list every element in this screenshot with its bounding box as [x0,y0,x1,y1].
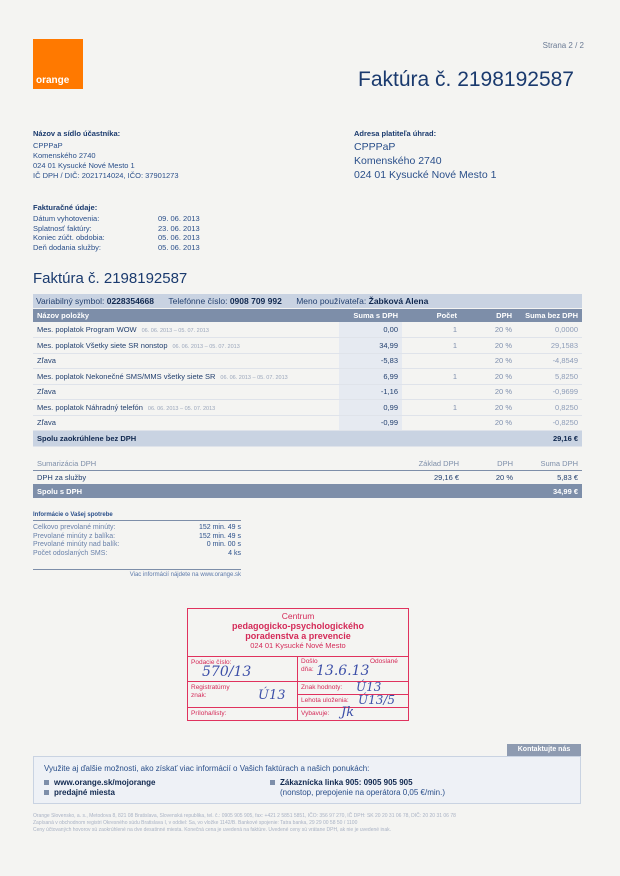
customer-lines [33,141,179,181]
stamp-priloha-label: Príloha/listy: [191,710,227,717]
stamp-dna-label: dňa: [301,666,314,673]
item-count: 1 [402,322,461,338]
billing-value: 05. 06. 2013 [158,242,200,252]
stamp-znak-label: Znak hodnoty: [301,684,343,691]
fine-print-line: Ceny účtovaných hovorov sú zaokrúhlené na dve desatinné miesta. Konečná cena je uvedená na faktúre. Uvedené ceny sú vrátane DPH, ak nie je uvedené inak. [33,827,392,833]
billing-value: 05. 06. 2013 [158,233,200,242]
item-count: 1 [402,400,461,416]
billing-value: 09. 06. 2013 [158,214,200,223]
item-net: 29,1583 [516,338,582,354]
item-sum: -0,99 [339,415,402,431]
billing-block [33,203,200,252]
item-net: -4,8549 [516,353,582,369]
item-sum: 34,99 [339,338,402,354]
summary-rate: 20 % [495,472,513,482]
billing-label: Dátum vyhotovenia: [33,214,100,223]
item-label: Mes. poplatok Nekonečné SMS/MMS všetky siete SR [37,371,216,381]
bullet-icon [270,780,275,785]
item-period: 06. 06. 2013 – 05. 07. 2013 [147,405,216,412]
table-row [33,353,582,369]
usage-row [33,541,241,550]
usage-row [33,524,241,533]
payer-block [354,129,496,182]
billing-label: Splatnosť faktúry: [33,223,92,233]
info-bar [33,294,582,308]
item-vat: 20 % [461,322,516,338]
stamp-line: Centrum [281,611,315,621]
usage-label: Prevolané minúty z balíka: [33,532,116,540]
customer-line: Komenského 2740 [33,151,96,160]
customer-block [33,129,179,181]
item-label: Mes. poplatok Náhradný telefón [37,402,143,412]
table-row [33,415,582,431]
summary-total-label: Spolu s DPH [33,484,517,498]
fine-print-line: Zapísaná v obchodnom registri Okresného súdu Bratislava I, v oddiel: Sa, vo vložke 1142/B. Bankové spojenie: Tatra banka, 29 29 00 58 50 / 1100 [33,820,358,826]
col-header: Počet [402,309,461,322]
invoice-title: Faktúra č. 2198192587 [358,68,574,91]
contact-tab[interactable]: Kontaktujte nás [507,744,581,756]
col-header: DPH [463,458,517,470]
item-count [402,353,461,369]
items-total-value: 29,16 € [516,431,582,447]
usage-label: Prevolané minúty nad balík: [33,541,120,548]
item-net: -0,8250 [516,415,582,431]
fine-print-line: Orange Slovensko, a. s., Metodova 8, 821 08 Bratislava, Slovenská republika, tel. č.: 0905 905 905, fax: +421 2 5851 5851, IČO: 356 97 270, IČ DPH: SK 20 20 31 06 78, DIČ: 20 20 31 06 78 [33,813,456,819]
stamp-doslo-value: 13.6.13 [316,663,370,679]
customer-line: 024 01 Kysucké Nové Mesto 1 [33,161,135,170]
customer-heading: Názov a sídlo účastníka: [33,129,121,138]
billing-heading: Fakturačné údaje: [33,203,98,212]
summary-total-value: 34,99 € [517,484,582,498]
contact-link-label: predajné miesta [54,788,115,797]
stamp-znak-value: Ú13 [356,680,382,694]
stamp-divider [297,656,298,720]
item-count: 1 [402,369,461,385]
table-row [33,369,582,385]
payer-lines [354,140,496,182]
usage-row [33,533,241,542]
item-vat: 20 % [461,353,516,369]
item-vat: 20 % [461,338,516,354]
item-name [33,353,339,369]
payer-line: Komenského 2740 [354,155,442,167]
fine-print [33,813,582,834]
billing-label: Koniec zúčt. obdobia: [33,233,105,242]
item-vat: 20 % [461,400,516,416]
stamp-reg-label: Registratúrny znak: [191,684,230,699]
user-value: Žabková Alena [368,296,429,306]
payer-line: CPPPaP [354,141,396,153]
billing-label: Deň dodania služby: [33,242,101,252]
col-header: Základ DPH [333,458,463,470]
item-name [33,415,339,431]
payer-heading: Adresa platiteľa úhrad: [354,129,437,138]
col-header: DPH [461,309,516,322]
item-vat: 20 % [461,369,516,385]
stamp-odoslane-label: Odoslané [370,658,398,665]
item-sum: -1,16 [339,384,402,400]
stamp-lehota-value: Ú13/5 [358,693,396,707]
phone-value: 0908 709 992 [229,296,282,306]
billing-row [33,233,200,243]
col-header: Názov položky [33,309,339,322]
summary-base: 29,16 € [433,472,459,482]
usage-heading: Informácie o Vašej spotrebe [33,512,241,521]
customer-line: CPPPaP [33,141,63,150]
contact-hotline [270,778,445,798]
usage-label: Celkovo prevolané minúty: [33,524,116,531]
billing-row [33,224,200,234]
item-name [33,338,339,354]
item-label: Zľava [37,356,56,366]
contact-panel [33,756,581,804]
item-label: Zľava [37,418,56,428]
item-label: Zľava [37,387,56,397]
summary-vat: 5,83 € [557,472,578,482]
item-count [402,384,461,400]
orange-logo [33,39,83,89]
item-period: 06. 06. 2013 – 05. 07. 2013 [172,343,240,350]
stamp-line: poradenstva a prevencie [245,631,351,641]
stamp-podacie-value: 570/13 [202,664,252,680]
item-sum: 6,99 [339,369,402,385]
item-net: 0,0000 [516,322,582,338]
stamp-lehota-label: Lehota uloženia: [301,697,349,704]
usage-value: 4 ks [228,549,241,557]
usage-value: 0 min. 00 s [206,541,241,548]
item-name [33,369,339,385]
summary-total-row [33,484,582,498]
stamp-line: 024 01 Kysucké Nové Mesto [250,641,346,650]
stamp-header [188,611,408,651]
item-sum: 0,99 [339,400,402,416]
contact-link-label: www.orange.sk/mojorange [54,778,156,787]
table-row [33,338,582,354]
hotline-label: Zákaznícka linka 905: 0905 905 905 [280,778,413,787]
item-count [402,415,461,431]
item-sum: -5,83 [339,353,402,369]
stamp-reg-value: Ú13 [258,688,286,703]
vs-label: Variabilný symbol: [36,296,105,306]
vat-summary-table [33,458,582,498]
table-row [33,384,582,400]
bullet-icon [44,780,49,785]
bullet-icon [44,790,49,795]
stamp-doslo-label: Došlo [301,658,318,665]
usage-footer-link[interactable]: Viac informácií nájdete na www.orange.sk [33,569,241,578]
usage-value: 152 min. 49 s [198,524,241,531]
item-label: Mes. poplatok Program WOW [37,325,137,334]
items-total-label: Spolu zaokrúhlene bez DPH [33,431,516,447]
contact-intro: Využite aj ďalšie možnosti, ako získať viac informácií o Vašich faktúrach a našich ponukách: [44,764,370,773]
items-header-row [33,309,582,322]
billing-value: 23. 06. 2013 [158,223,200,233]
table-row [33,400,582,416]
billing-row [33,214,200,224]
contact-links [44,778,156,798]
col-header: Suma s DPH [339,309,402,322]
page-number: Strana 2 / 2 [542,41,584,50]
items-table [33,309,582,447]
stamp-podacie-label: Podacie číslo: [191,659,232,666]
logo-text: orange [36,75,70,86]
payer-line: 024 01 Kysucké Nové Mesto 1 [354,169,497,181]
item-period: 06. 06. 2013 – 05. 07. 2013 [220,374,288,381]
item-sum: 0,00 [339,322,402,338]
item-period: 06. 06. 2013 – 05. 07. 2013 [141,328,209,334]
stamp-line: pedagogicko-psychologického [231,621,365,631]
item-net: 5,8250 [516,369,582,385]
usage-label: Počet odoslaných SMS: [33,549,108,557]
item-net: -0,9699 [516,384,582,400]
summary-header-row [33,458,582,470]
billing-row [33,243,200,253]
section-title: Faktúra č. 2198192587 [33,270,188,287]
stamp-divider [188,656,408,657]
summary-row [33,470,582,484]
customer-line: IČ DPH / DIČ: 2021714024, IČO: 37901273 [33,171,179,180]
usage-value: 152 min. 49 s [198,532,241,540]
table-row [33,322,582,338]
stamp-divider [188,707,408,708]
item-name [33,384,339,400]
usage-row [33,550,241,559]
phone-label: Telefónne číslo: [168,296,228,306]
item-name [33,400,339,416]
col-header: Sumarizácia DPH [33,458,333,470]
contact-link[interactable] [44,788,156,798]
stamp-vybavuje-label: Vybavuje: [301,710,330,717]
registry-stamp [187,608,409,721]
usage-block [33,524,241,558]
summary-label: DPH za služby [37,472,87,482]
item-vat: 20 % [461,415,516,431]
col-header: Suma bez DPH [516,309,582,322]
item-vat: 20 % [461,384,516,400]
col-header: Suma DPH [517,458,582,470]
user-label: Meno používateľa: [296,296,367,306]
stamp-vybavuje-value: Jk [341,705,355,720]
items-total-row [33,431,582,447]
item-count: 1 [402,338,461,354]
item-net: 0,8250 [516,400,582,416]
item-label: Mes. poplatok Všetky siete SR nonstop [37,340,168,350]
contact-link[interactable] [44,778,156,788]
item-name [33,322,339,338]
vs-value: 0228354668 [106,296,154,306]
hotline-note: (nonstop, prepojenie na operátora 0,05 €/min.) [280,788,445,797]
